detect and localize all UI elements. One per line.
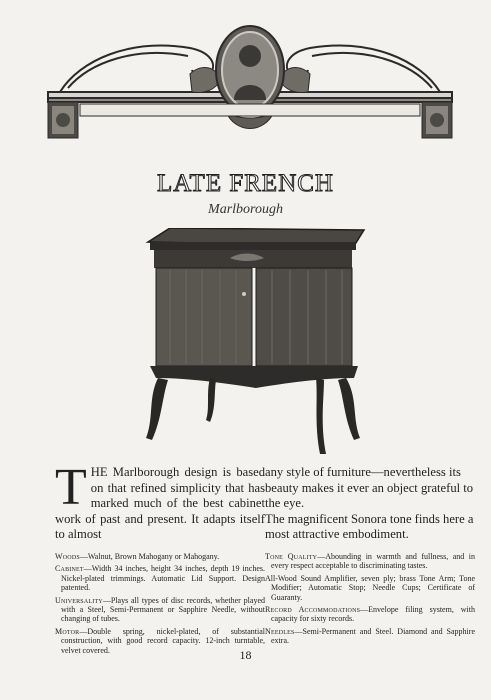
spec-label: Woods — [55, 551, 80, 561]
specs-list-right — [265, 552, 475, 646]
spec-item — [55, 564, 265, 592]
door-knob-icon — [242, 292, 246, 296]
spec-item — [55, 596, 265, 624]
drop-cap: T — [55, 459, 87, 516]
cabinet-illustration — [140, 228, 372, 456]
spec-label: Cabinet — [55, 564, 84, 574]
page-title: LATE FRENCH — [157, 170, 334, 197]
left-text-column — [55, 459, 265, 658]
spec-label: Record Accommodations — [265, 605, 361, 614]
model-subtitle: Marlborough — [208, 202, 283, 217]
corbel-right-icon — [422, 102, 452, 138]
right-text-column — [265, 465, 475, 649]
page-number: 18 — [239, 648, 252, 662]
intro-text-left: HE Marlborough design is based on that refined simplicity that has marked much of the best cabinet work of past and present. It adapts itself to almost — [55, 465, 265, 542]
spec-label: Tone Quality — [265, 551, 318, 561]
spec-text: —Abounding in warmth and fullness, and in every respect acceptable to discriminating tastes. — [271, 551, 475, 571]
intro-paragraph-right-2: The magnificent Sonora tone finds here a most attractive embodiment. — [265, 511, 474, 542]
spec-item — [265, 605, 475, 624]
ornamental-pediment — [40, 8, 460, 140]
spec-label: Motor — [55, 626, 80, 636]
spec-text: —Double spring, nickel-plated, of substantial construction, with good record capacity. 12-inch turntable, velvet covered. — [61, 626, 265, 655]
spec-item — [55, 552, 265, 561]
spec-text: —Walnut, Brown Mahogany or Mahogany. — [79, 551, 220, 561]
spec-text: All-Wood Sound Amplifier, seven ply; brass Tone Arm; Tone Modifier; Automatic Stop; Needle Cups; Certificate of Guaranty. — [265, 573, 475, 602]
spec-text: —Semi-Permanent and Steel. Diamond and Sapphire extra. — [271, 626, 475, 646]
spec-item — [265, 627, 475, 646]
corbel-left-icon — [48, 102, 78, 138]
spec-text: —Width 34 inches, height 34 inches, depth 19 inches. Nickel-plated trimmings. Automatic Lid Support. Design patented. — [61, 564, 265, 593]
specs-list-left — [55, 552, 265, 655]
spec-text: —Plays all types of disc records, whether played with a Steel, Semi-Permanent or Sapphire Needle, without changing of tubes. — [61, 595, 265, 624]
bust-portrait-icon — [239, 45, 261, 67]
spec-label: Needles — [265, 626, 295, 636]
spec-item — [265, 574, 475, 602]
spec-label: Universality — [55, 595, 103, 605]
spec-item — [265, 552, 475, 571]
intro-paragraph-left — [55, 459, 265, 543]
spec-text: —Envelope filing system, with capacity for sixty records. — [271, 605, 475, 624]
intro-paragraph-right: any style of furniture—nevertheless its beauty makes it ever an object grateful to the eye. — [265, 465, 474, 511]
